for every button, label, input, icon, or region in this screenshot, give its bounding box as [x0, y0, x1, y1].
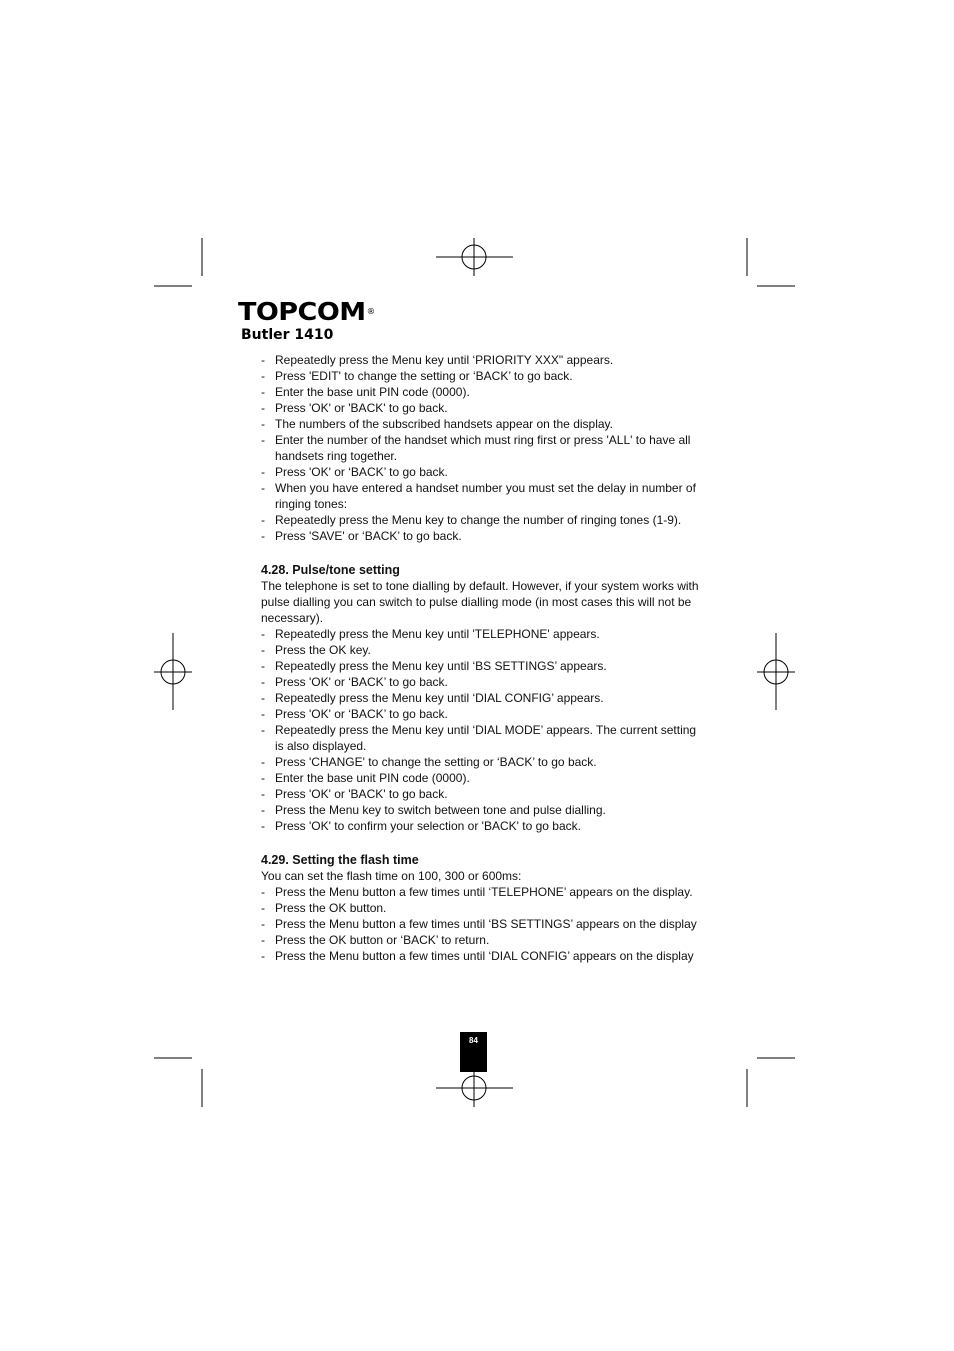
list-item: - Press the OK button or ‘BACK’ to return. [261, 932, 707, 948]
list-item: - Press 'CHANGE' to change the setting or ‘BACK’ to go back. [261, 754, 707, 770]
list-item: - Enter the base unit PIN code (0000). [261, 384, 707, 400]
list-item: - Press the OK key. [261, 642, 707, 658]
pulse-tone-steps [261, 626, 707, 834]
list-item: - Press 'OK' or 'BACK' to go back. [261, 400, 707, 416]
section-intro-flash-time: You can set the flash time on 100, 300 or 600ms: [261, 869, 522, 883]
list-item: - Press 'OK' or ‘BACK’ to go back. [261, 674, 707, 690]
registered-mark: ® [366, 307, 375, 316]
brand-logo [238, 297, 375, 343]
model-name: Butler 1410 [241, 327, 334, 343]
section-intro-pulse-tone: The telephone is set to tone dialling by default. However, if your system works with pulse dialling you can switch to pulse dialling mode (in most cases this will not be necessary). [261, 579, 699, 625]
list-item: - Press 'OK' or 'BACK' to go back. [261, 786, 707, 802]
section-heading-pulse-tone: 4.28. Pulse/tone setting [261, 563, 400, 577]
list-item: - Repeatedly press the Menu key until ‘DIAL CONFIG’ appears. [261, 690, 707, 706]
list-item: - Press the Menu key to switch between tone and pulse dialling. [261, 802, 707, 818]
intro-steps [261, 352, 707, 544]
list-item: - Enter the base unit PIN code (0000). [261, 770, 707, 786]
manual-content [261, 352, 707, 964]
list-item: - The numbers of the subscribed handsets appear on the display. [261, 416, 707, 432]
list-item: - Press 'SAVE' or ‘BACK’ to go back. [261, 528, 707, 544]
page-number: 84 [460, 1032, 487, 1072]
list-item: - Press the Menu button a few times until ‘TELEPHONE’ appears on the display. [261, 884, 707, 900]
list-item: - Repeatedly press the Menu key until 'TELEPHONE' appears. [261, 626, 707, 642]
list-item: - Repeatedly press the Menu key until ‘BS SETTINGS’ appears. [261, 658, 707, 674]
list-item: - Press the Menu button a few times until ‘BS SETTINGS’ appears on the display [261, 916, 707, 932]
section-heading-flash-time: 4.29. Setting the flash time [261, 853, 419, 867]
list-item: - When you have entered a handset number you must set the delay in number of ringing tones: [261, 480, 707, 512]
list-item: - Press 'EDIT' to change the setting or ‘BACK’ to go back. [261, 368, 707, 384]
list-item: - Press 'OK' to confirm your selection or 'BACK' to go back. [261, 818, 707, 834]
list-item: - Press the OK button. [261, 900, 707, 916]
list-item: - Press the Menu button a few times until ‘DIAL CONFIG’ appears on the display [261, 948, 707, 964]
list-item: - Enter the number of the handset which must ring first or press 'ALL' to have all handsets ring together. [261, 432, 707, 464]
list-item: - Press 'OK' or ‘BACK’ to go back. [261, 706, 707, 722]
list-item: - Repeatedly press the Menu key until ‘DIAL MODE’ appears. The current setting is also displayed. [261, 722, 707, 754]
list-item: - Repeatedly press the Menu key until ‘PRIORITY XXX" appears. [261, 352, 707, 368]
flash-time-steps [261, 884, 707, 964]
list-item: - Repeatedly press the Menu key to change the number of ringing tones (1-9). [261, 512, 707, 528]
logo-wordmark: TOPCOM® [238, 297, 375, 326]
list-item: - Press 'OK' or ‘BACK’ to go back. [261, 464, 707, 480]
